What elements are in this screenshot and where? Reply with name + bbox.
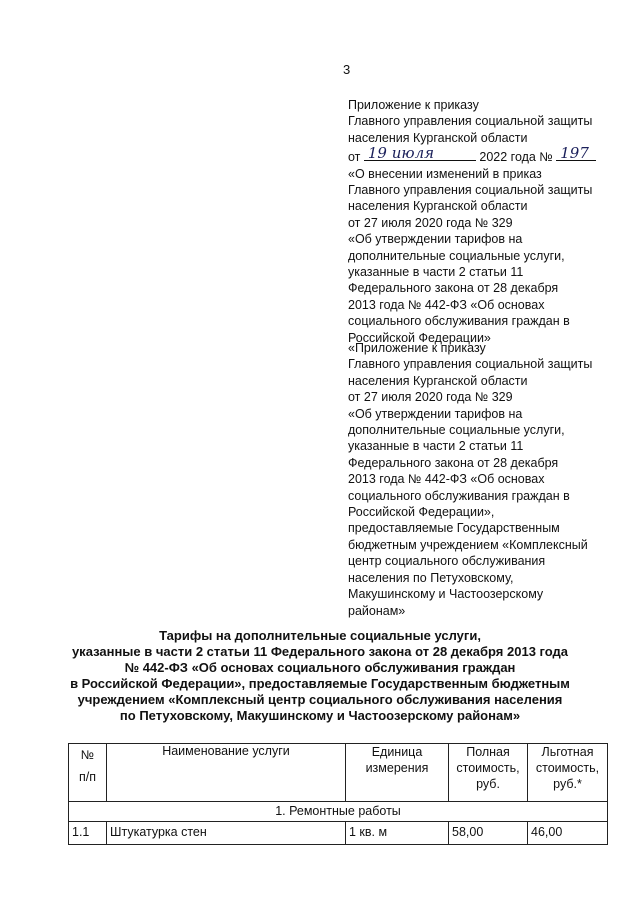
appendix-line: бюджетным учреждением «Комплексный [348,537,588,552]
order-date-line [348,143,628,165]
header-text: стоимость, [535,761,600,775]
appendix-line: «Об утверждении тарифов на [348,232,523,247]
date-field [364,143,476,162]
appendix-line: Главного управления социальной защиты [348,114,593,129]
title-line: учреждением «Комплексный центр социального обслуживания населения [77,692,563,707]
document-title [30,628,610,724]
table-section-row [69,802,608,822]
header-unit [346,744,449,802]
title-line: Тарифы на дополнительные социальные услуги, [159,628,481,643]
appendix-line: населения по Петуховскому, [348,570,514,585]
appendix-line: 2013 года № 442-ФЗ «Об основах [348,472,545,487]
table-row [69,822,608,845]
appendix-line: от 27 июля 2020 года № 329 [348,215,513,230]
appendix-line: «О внесении изменений в приказ [348,166,542,181]
appendix-line: районам» [348,603,406,618]
order-number-field [556,143,596,162]
cell-discount-price: 46,00 [528,822,608,845]
title-line: № 442-ФЗ «Об основах социального обслуживания граждан [124,660,516,675]
appendix-line: предоставляемые Государственным [348,521,560,536]
appendix-line: Федерального закона от 28 декабря [348,281,559,296]
appendix-original [348,340,628,619]
appendix-line: Главного управления социальной защиты [348,357,593,372]
appendix-line: Федерального закона от 28 декабря [348,455,559,470]
header-text: руб.* [553,777,582,791]
tariffs-table [68,743,608,845]
cell-full-price: 58,00 [449,822,528,845]
cell-unit: 1 кв. м [346,822,449,845]
section-title: 1. Ремонтные работы [69,802,608,822]
appendix-line: Макушинскому и Частоозерскому [348,587,544,602]
appendix-line: Российской Федерации», [348,505,495,520]
appendix-line: населения Курганской области [348,130,528,145]
appendix-line: указанные в части 2 статьи 11 [348,265,524,280]
header-text: Единица [371,745,423,759]
title-line: указанные в части 2 статьи 11 Федерального закона от 28 декабря 2013 года [71,644,569,659]
header-service-name [107,744,346,802]
header-text: Полная [466,745,510,759]
date-prefix: от [348,150,361,165]
appendix-line: Приложение к приказу [348,98,479,112]
appendix-line: Российской Федерации» [348,330,491,345]
date-year: 2022 года № [479,150,553,165]
appendix-line: Главного управления социальной защиты [348,183,593,198]
header-number [69,744,107,802]
header-text: руб. [476,777,500,791]
title-line: в Российской Федерации», предоставляемые Государственным бюджетным [70,676,570,691]
cell-service-name: Штукатурка стен [107,822,346,845]
handwritten-date: 19 июля [367,143,435,162]
header-text: № [80,748,95,762]
appendix-line: центр социального обслуживания [348,554,546,569]
header-text: стоимость, [456,761,520,775]
page-number: 3 [343,62,351,77]
appendix-line: социального обслуживания граждан в [348,488,570,503]
header-text: Наименование услуги [162,744,290,758]
header-text: Льготная [541,745,594,759]
appendix-line: «Об утверждении тарифов на [348,406,523,421]
header-text: п/п [78,770,96,784]
appendix-line: социального обслуживания граждан в [348,314,570,329]
appendix-line: населения Курганской области [348,373,528,388]
cell-number: 1.1 [69,822,107,845]
appendix-line: населения Курганской области [348,199,528,214]
appendix-line: дополнительные социальные услуги, [348,423,565,438]
title-line: по Петуховскому, Макушинскому и Частоозерскому районам» [119,708,521,723]
handwritten-number: 197 [560,143,589,162]
appendix-line: указанные в части 2 статьи 11 [348,439,524,454]
appendix-line: от 27 июля 2020 года № 329 [348,390,513,405]
appendix-line: дополнительные социальные услуги, [348,248,565,263]
appendix-line: 2013 года № 442-ФЗ «Об основах [348,297,545,312]
header-text: измерения [365,761,429,775]
header-discount-price [528,744,608,802]
appendix-line: «Приложение к приказу [348,341,486,355]
appendix-header [348,97,628,346]
header-full-price [449,744,528,802]
table-header-row [69,744,608,802]
